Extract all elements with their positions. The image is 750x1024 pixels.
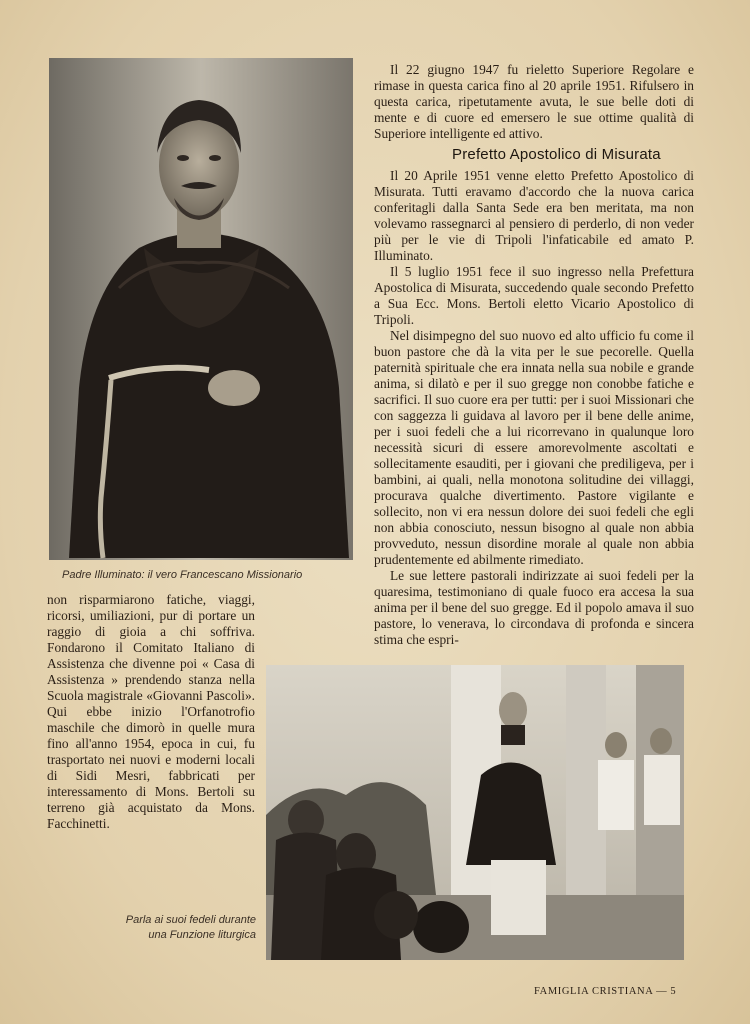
paragraph: Nel disimpegno del suo nuovo ed alto ufficio fu come il buon pastore che dà la vita per le sue pecorelle. Quella paternità spirituale che era innata nella sua nobile e grande anima, si dilatò e per il suo gregge non conobbe fatiche e sacrifici. Il suo cuore era per tutti: per i suoi Missionari che con saggezza li guidava al lavoro per il bene delle anime, per i suoi fedeli che a lui ricorrevano in qualunque loro necessità sicuri di essere amorevolmente ascoltati e sollecitamente esauditi, per i giovani che prediligeva, per i bambini, ai quali, nella monotona solitudine dei villaggi, procurava qualche divertimento. Pastore vigilante e sollecito, non vi era nessun dolore dei suoi fedeli che egli non abbia conosciuto, nessun bisogno al quale non abbia provveduto, nessun disordine morale al quale non abbia prudentemente ed abilmente rimediato. — [374, 328, 694, 567]
friar-portrait-image — [49, 58, 353, 560]
paragraph: Il 5 luglio 1951 fece il suo ingresso nella Prefettura Apostolica di Misurata, succedendo quale secondo Prefetto a Sua Ecc. Mons. Bertoli eletto Vicario Apostolico di Tripoli. — [374, 264, 694, 327]
page-number: 5 — [670, 986, 677, 997]
footer-separator: — — [656, 986, 668, 997]
paragraph: Il 20 Aprile 1951 venne eletto Prefetto Apostolico di Misurata. Tutti eravamo d'accordo che la nuova carica conferitagli dalla Santa Sede era ben meritata, ma non volevamo rassegnarci al pensiero di perderlo, di non veder più per le vie di Tripoli l'infaticabile ed amato P. Illuminato. — [374, 168, 694, 263]
liturgy-image — [266, 665, 684, 960]
paragraph: Le sue lettere pastorali indirizzate ai suoi fedeli per la quaresima, testimoniano di quale fuoco era accesa la sua anima per il bene del suo gregge. Ed il popolo amava il suo pastore, lo venerava, lo circondava di profonda e sincera stima che espri- — [374, 568, 694, 647]
left-column-text — [47, 592, 255, 832]
right-column-top-text — [374, 62, 694, 142]
portrait-caption: Padre Illuminato: il vero Francescano Missionario — [62, 569, 303, 581]
liturgy-photo — [266, 665, 684, 960]
portrait-photo — [49, 58, 353, 560]
liturgy-caption: Parla ai suoi fedeli durante una Funzione liturgica — [125, 914, 256, 941]
right-column-main-text — [374, 168, 694, 648]
magazine-name: FAMIGLIA CRISTIANA — [534, 986, 653, 997]
page-footer — [534, 986, 676, 997]
paragraph: non risparmiarono fatiche, viaggi, ricorsi, umiliazioni, pur di portare un raggio di gioia a chi soffriva. Fondarono il Comitato Italiano di Assistenza che divenne poi « Casa di Assistenza » prendendo stanza nella Scuola magistrale «Giovanni Pascoli». Qui ebbe inizio l'Orfanotrofio maschile che dimorò in quelle mura fino all'anno 1954, epoca in cui, fu trasportato nei nuovi e moderni locali di Sidi Mesri, fabbricati per interessamento di Mons. Bertoli su terreno già acquistato da Mons. Facchinetti. — [47, 592, 255, 831]
paragraph: Il 22 giugno 1947 fu rieletto Superiore Regolare e rimase in questa carica fino al 20 aprile 1951. Rifulsero in questa carica, ripetutamente avuta, le sue belle doti di mente e di cuore ed emersero le sue ottime qualità di Superiore intelligente ed attivo. — [374, 62, 694, 141]
section-heading: Prefetto Apostolico di Misurata — [452, 146, 661, 163]
